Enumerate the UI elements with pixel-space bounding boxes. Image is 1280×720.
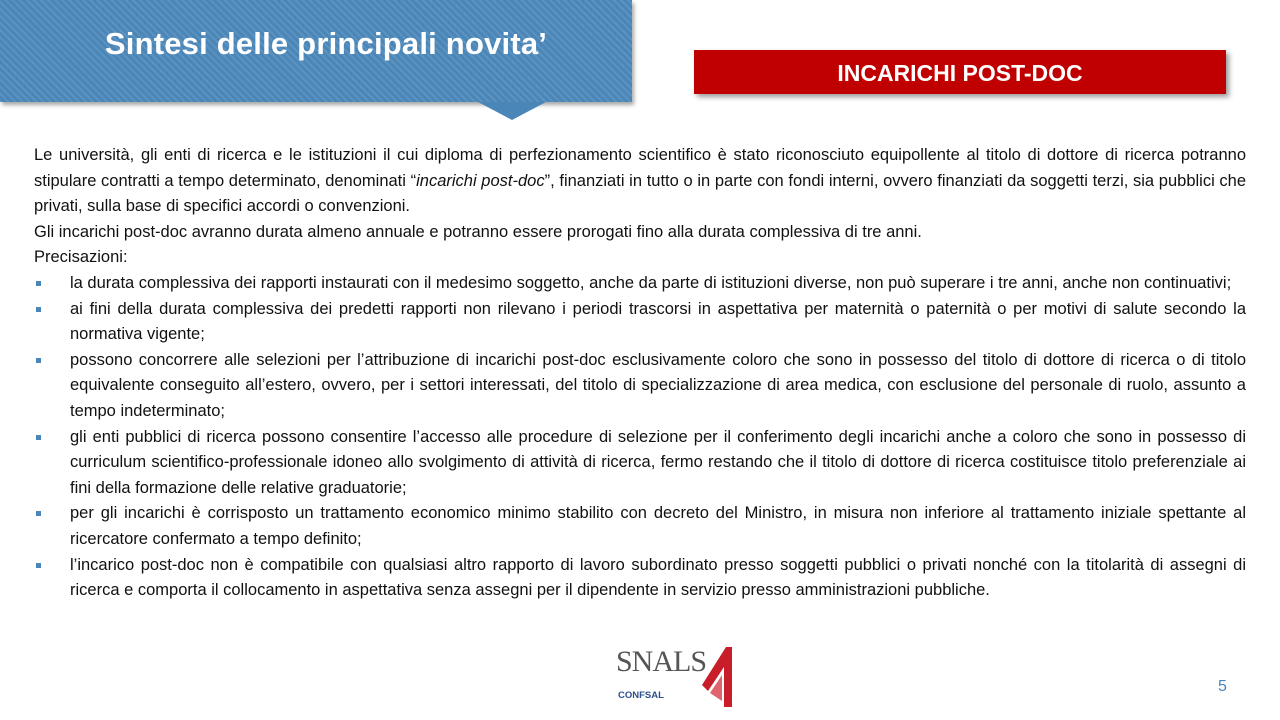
logo-wordmark: SNALS bbox=[616, 645, 707, 678]
slide-title: Sintesi delle principali novita’ bbox=[104, 26, 548, 61]
list-item: l’incarico post-doc non è compatibile con qualsiasi altro rapporto di lavoro subordinato presso soggetti pubblici o privati nonché con la titolarità di assegni di ricerca e comporta il collocamento in aspettativa senza assegni per il dipendente in servizio presso amministrazioni pubbliche. bbox=[34, 553, 1246, 604]
section-tag: INCARICHI POST-DOC bbox=[694, 50, 1226, 94]
list-item: gli enti pubblici di ricerca possono consentire l’accesso alle procedure di selezione per il conferimento degli incarichi anche a coloro che sono in possesso di curriculum scientifico-professionale idoneo allo svolgimento di attività di ricerca, fermo restando che il titolo di dottore di ricerca costituisce titolo preferenziale ai fini della formazione delle relative graduatorie; bbox=[34, 425, 1246, 502]
precisazioni-label: Precisazioni: bbox=[34, 248, 128, 267]
duration-paragraph: Gli incarichi post-doc avranno durata almeno annuale e potranno essere prorogati fino alla durata complessiva di tre anni. bbox=[34, 222, 922, 241]
bullet-square-icon bbox=[36, 563, 41, 568]
page-number: 5 bbox=[1218, 678, 1227, 695]
list-item: per gli incarichi è corrisposto un trattamento economico minimo stabilito con decreto del Ministro, in misura non inferiore al trattamento iniziale spettante al ricercatore confermato a tempo definito; bbox=[34, 501, 1246, 552]
bullet-square-icon bbox=[36, 435, 41, 440]
bullet-square-icon bbox=[36, 281, 41, 286]
bullet-square-icon bbox=[36, 511, 41, 516]
bullet-square-icon bbox=[36, 358, 41, 363]
slide-content bbox=[34, 143, 1246, 604]
bullet-square-icon bbox=[36, 307, 41, 312]
list-item: possono concorrere alle selezioni per l’attribuzione di incarichi post-doc esclusivamente coloro che sono in possesso del titolo di dottore di ricerca o di titolo equivalente conseguito all’estero, ovvero, per i settori interessati, del titolo di specializzazione di area medica, con esclusione del personale di ruolo, assunto a tempo indeterminato; bbox=[34, 348, 1246, 425]
list-item: ai fini della durata complessiva dei predetti rapporti non rilevano i periodi trascorsi in aspettativa per maternità o paternità o per motivi di salute secondo la normativa vigente; bbox=[34, 297, 1246, 348]
logo-subtitle: CONFSAL bbox=[618, 690, 664, 701]
list-item: la durata complessiva dei rapporti instaurati con il medesimo soggetto, anche da parte di istituzioni diverse, non può superare i tre anni, anche non continuativi; bbox=[34, 271, 1246, 297]
intro-emphasis: incarichi post-doc bbox=[416, 171, 545, 190]
snals-logo bbox=[614, 645, 738, 707]
intro-paragraph: Le università, gli enti di ricerca e le istituzioni il cui diploma di perfezionamento scientifico è stato riconosciuto equipollente al titolo di dottore di ricerca potranno stipulare contratti a tempo determinato, denominati “incarichi post-doc”, finanziati in tutto o in parte con fondi interni, ovvero finanziati da soggetti terzi, sia pubblici che privati, sulla base di specifici accordi o convenzioni. bbox=[34, 146, 1247, 216]
title-banner-notch bbox=[478, 102, 546, 120]
precisazioni-list bbox=[34, 271, 1246, 604]
